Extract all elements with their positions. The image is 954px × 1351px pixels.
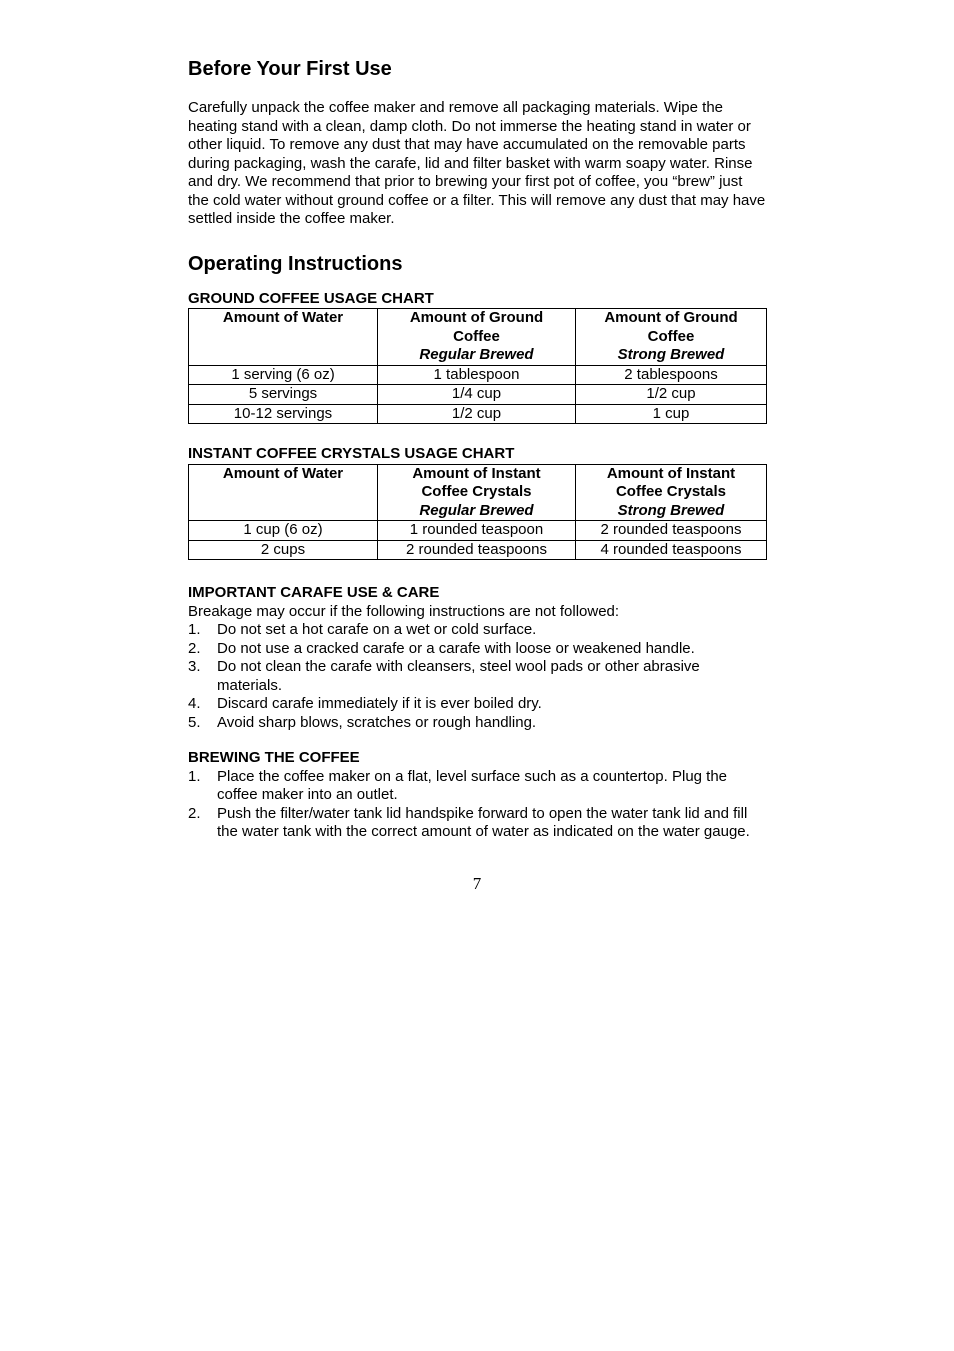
table-cell: 1/2 cup <box>576 385 767 405</box>
header-cell: Amount of Instant Coffee Crystals Regular Brewed <box>378 464 576 521</box>
first-use-paragraph: Carefully unpack the coffee maker and remove all packaging materials. Wipe the heating stand with a clean, damp cloth. Do not immerse the heating stand in water or other liquid. To remove any dust that may have accumulated on the removable parts during packaging, wash the carafe, lid and filter basket with warm soapy water. Rinse and dry. We recommend that prior to brewing your first pot of coffee, you “brew” just the cold water without ground coffee or a filter. This will remove any dust that may have settled inside the coffee maker. <box>188 99 766 227</box>
table-cell: 2 tablespoons <box>576 365 767 385</box>
header-cell: Amount of Ground Coffee Strong Brewed <box>576 309 767 366</box>
instant-chart-title: INSTANT COFFEE CRYSTALS USAGE CHART <box>188 445 515 462</box>
table-cell: 2 rounded teaspoons <box>378 540 576 560</box>
list-item: 2. Push the filter/water tank lid handspike forward to open the water tank lid and fill the water tank with the correct amount of water as indicated on the water gauge. <box>188 804 750 840</box>
table-cell: 2 rounded teaspoons <box>576 521 767 541</box>
table-cell: 1 cup (6 oz) <box>189 521 378 541</box>
table-header-row <box>189 464 767 521</box>
brewing-title: BREWING THE COFFEE <box>188 749 360 766</box>
ground-coffee-table <box>188 308 767 424</box>
page-content <box>188 56 766 842</box>
header-cell: Amount of Water <box>189 464 378 521</box>
table-row <box>189 540 767 560</box>
operating-heading: Operating Instructions <box>188 252 403 275</box>
table-cell: 2 cups <box>189 540 378 560</box>
table-header-row <box>189 309 767 366</box>
list-item: 5. Avoid sharp blows, scratches or rough handling. <box>188 713 537 731</box>
table-cell: 1 tablespoon <box>378 365 576 385</box>
first-use-heading: Before Your First Use <box>188 58 392 80</box>
list-item: 1. Place the coffee maker on a flat, level surface such as a countertop. Plug the coffee maker into an outlet. <box>188 767 728 803</box>
header-cell: Amount of Ground Coffee Regular Brewed <box>378 309 576 366</box>
list-item: 3. Do not clean the carafe with cleansers, steel wool pads or other abrasive materials. <box>188 658 700 694</box>
list-item: 1. Do not set a hot carafe on a wet or cold surface. <box>188 621 537 638</box>
table-row <box>189 385 767 405</box>
table-cell: 4 rounded teaspoons <box>576 540 767 560</box>
table-cell: 5 servings <box>189 385 378 405</box>
table-cell: 1 serving (6 oz) <box>189 365 378 385</box>
table-cell: 1 cup <box>576 404 767 424</box>
table-cell: 1 rounded teaspoon <box>378 521 576 541</box>
page-number: 7 <box>472 874 482 893</box>
table-cell: 1/4 cup <box>378 385 576 405</box>
list-item: 4. Discard carafe immediately if it is ever boiled dry. <box>188 695 542 712</box>
table-row <box>189 521 767 541</box>
carafe-title: IMPORTANT CARAFE USE & CARE <box>188 584 440 601</box>
table-row <box>189 365 767 385</box>
table-row <box>189 404 767 424</box>
ground-chart-title: GROUND COFFEE USAGE CHART <box>188 289 434 307</box>
header-cell: Amount of Instant Coffee Crystals Strong Brewed <box>576 464 767 521</box>
brewing-list <box>188 768 766 842</box>
table-cell: 1/2 cup <box>378 404 576 424</box>
carafe-intro: Breakage may occur if the following instructions are not followed: <box>188 602 620 620</box>
carafe-list <box>188 621 766 732</box>
instant-coffee-table <box>188 464 767 561</box>
table-cell: 10-12 servings <box>189 404 378 424</box>
list-item: 2. Do not use a cracked carafe or a carafe with loose or weakened handle. <box>188 639 695 657</box>
header-cell: Amount of Water <box>189 309 378 366</box>
